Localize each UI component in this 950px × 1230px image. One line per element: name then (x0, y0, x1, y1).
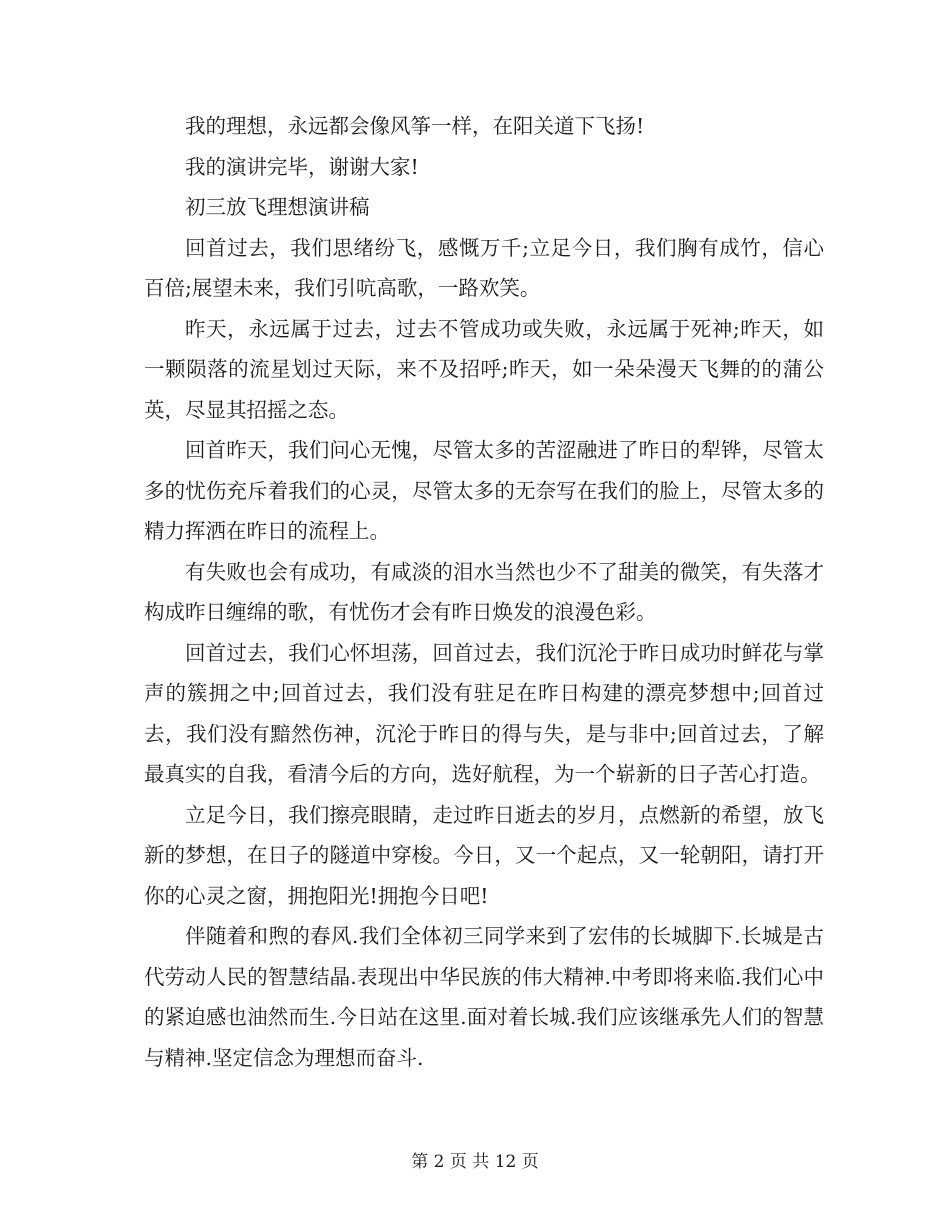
paragraph-ideal-kite: 我的理想，永远都会像风筝一样，在阳关道下飞扬! (185, 114, 645, 138)
section-title: 初三放飞理想演讲稿 (185, 195, 370, 219)
paragraph-today: 立足今日，我们擦亮眼睛，走过昨日逝去的岁月，点燃新的希望，放飞新的梦想，在日子的隧道中穿梭。今日，又一个起点，又一轮朝阳，请打开你的心灵之窗，拥抱阳光!拥抱今日吧! (144, 802, 824, 908)
paragraph-recall-yesterday: 回首昨天，我们问心无愧，尽管太多的苦涩融进了昨日的犁铧，尽管太多的忧伤充斥着我们的心灵，尽管太多的无奈写在我们的脸上，尽管太多的精力挥洒在昨日的流程上。 (144, 438, 824, 543)
paragraph-great-wall: 伴随着和煦的春风.我们全体初三同学来到了宏伟的长城脚下.长城是古代劳动人民的智慧结晶.表现出中华民族的伟大精神.中考即将来临.我们心中的紧迫感也油然而生.今日站在这里.面对着长城.我们应该继承先人们的智慧与精神.坚定信念为理想而奋斗. (144, 924, 824, 1070)
paragraph-recall-past: 回首过去，我们心怀坦荡，回首过去，我们沉沦于昨日成功时鲜花与掌声的簇拥之中;回首过去，我们没有驻足在昨日构建的漂亮梦想中;回首过去，我们没有黯然伤神，沉沦于昨日的得与失，是与非中;回首过去，了解最真实的自我，看清今后的方向，选好航程，为一个崭新的日子苦心打造。 (144, 640, 824, 786)
paragraph-looking-back: 回首过去，我们思绪纷飞，感慨万千;立足今日，我们胸有成竹，信心百倍;展望未来，我们引吭高歌，一路欢笑。 (144, 235, 824, 300)
paragraph-speech-end: 我的演讲完毕，谢谢大家! (185, 154, 419, 179)
document-body (144, 106, 824, 1078)
paragraph-failure-success: 有失败也会有成功，有咸淡的泪水当然也少不了甜美的微笑，有失落才构成昨日缠绵的歌，有忧伤才会有昨日焕发的浪漫色彩。 (144, 559, 824, 624)
page-number-footer: 第 2 页 共 12 页 (411, 1152, 539, 1172)
paragraph-yesterday: 昨天，永远属于过去，过去不管成功或失败，永远属于死神;昨天，如一颗陨落的流星划过天际，来不及招呼;昨天，如一朵朵漫天飞舞的的蒲公英，尽显其招摇之态。 (144, 316, 824, 422)
